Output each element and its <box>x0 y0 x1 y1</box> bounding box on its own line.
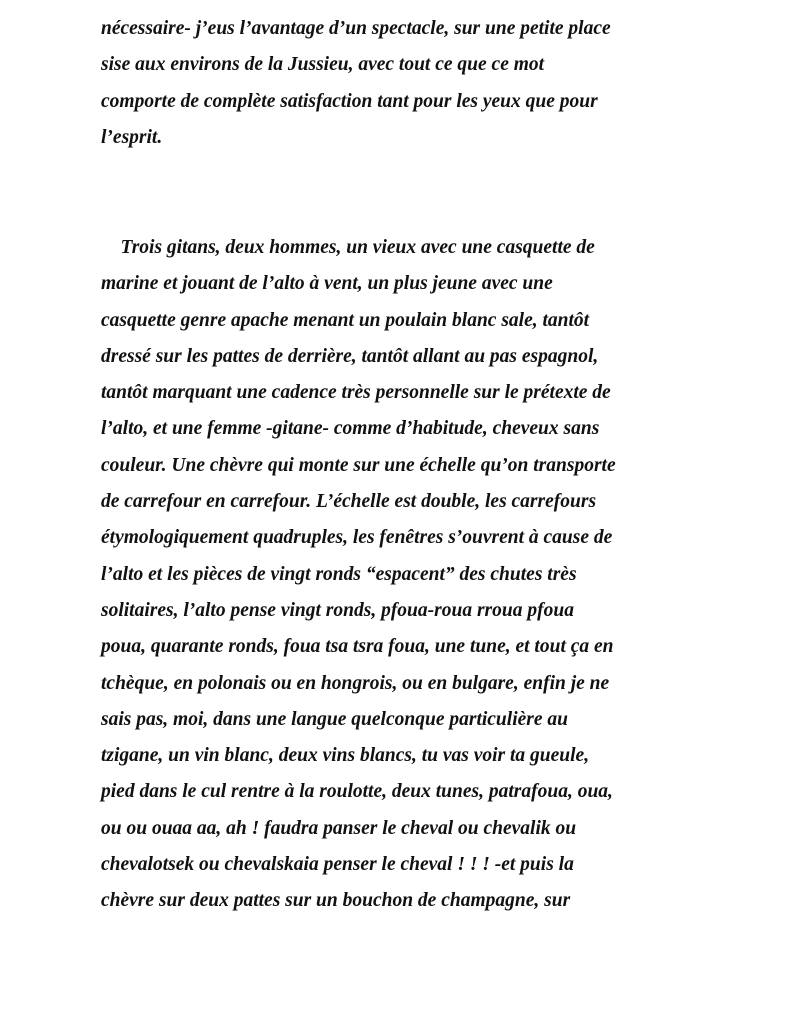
text-line: l’alto et les pièces de vingt ronds “espacent” des chutes très <box>101 563 577 585</box>
paragraph-2 <box>101 230 616 920</box>
text-line: solitaires, l’alto pense vingt ronds, pfoua-roua rroua pfoua <box>101 599 574 621</box>
text-line: marine et jouant de l’alto à vent, un plus jeune avec une <box>101 273 553 295</box>
text-line: pied dans le cul rentre à la roulotte, deux tunes, patrafoua, oua, <box>101 781 613 803</box>
text-line: tzigane, un vin blanc, deux vins blancs, tu vas voir ta gueule, <box>101 745 590 767</box>
text-line: sise aux environs de la Jussieu, avec tout ce que ce mot <box>101 54 545 76</box>
text-line: dressé sur les pattes de derrière, tantôt allant au pas espagnol, <box>101 345 599 367</box>
text-line: de carrefour en carrefour. L’échelle est double, les carrefours <box>101 491 597 513</box>
text-line: ou ou ouaa aa, ah ! faudra panser le cheval ou chevalik ou <box>101 817 577 839</box>
text-line: tantôt marquant une cadence très personnelle sur le prétexte de <box>101 382 611 404</box>
text-line: poua, quarante ronds, foua tsa tsra foua, une tune, et tout ça en <box>101 636 614 658</box>
text-line: tchèque, en polonais ou en hongrois, ou en bulgare, enfin je ne <box>101 672 610 694</box>
text-line: Trois gitans, deux hommes, un vieux avec une casquette de <box>101 237 595 258</box>
text-line: chèvre sur deux pattes sur un bouchon de champagne, sur <box>101 890 571 912</box>
text-line: étymologiquement quadruples, les fenêtres s’ouvrent à cause de <box>101 527 613 549</box>
text-line: nécessaire- j’eus l’avantage d’un spectacle, sur une petite place <box>101 18 611 39</box>
text-line: casquette genre apache menant un poulain blanc sale, tantôt <box>101 309 590 331</box>
text-line: l’esprit. <box>101 126 163 148</box>
text-line: sais pas, moi, dans une langue quelconque particulière au <box>101 708 568 730</box>
text-line: couleur. Une chèvre qui monte sur une échelle qu’on transporte <box>101 454 616 476</box>
text-line: l’alto, et une femme -gitane- comme d’habitude, cheveux sans <box>101 418 600 440</box>
text-line: comporte de complète satisfaction tant pour les yeux que pour <box>101 90 598 112</box>
text-line: chevalotsek ou chevalskaia penser le cheval ! ! ! -et puis la <box>101 854 574 876</box>
paragraph-1 <box>101 11 611 156</box>
